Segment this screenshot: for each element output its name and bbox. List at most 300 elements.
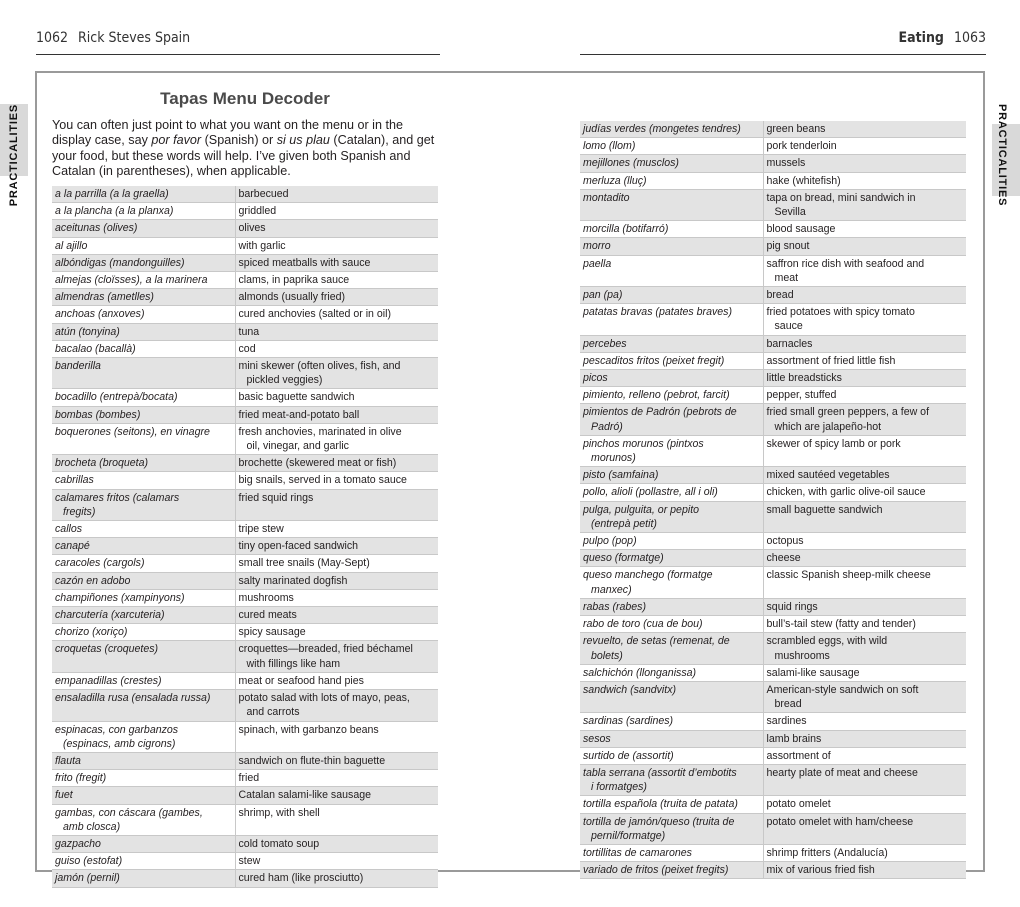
- term-cell: [52, 787, 235, 804]
- table-row: [580, 713, 966, 730]
- term-cell: [52, 752, 235, 769]
- term-text-cont: amb closca): [63, 820, 121, 833]
- definition-text: shrimp fritters (Andalucía): [766, 846, 888, 859]
- definition-cell: [235, 323, 438, 340]
- term-cell: [580, 304, 763, 335]
- definition-cell: [235, 690, 438, 721]
- term-text: pollo, alioli (pollastre, all i oli): [583, 486, 718, 499]
- definition-text: salty marinated dogfish: [238, 574, 348, 587]
- term-text: picos: [583, 372, 608, 385]
- definition-text: little breadsticks: [766, 372, 842, 385]
- term-text: pimiento, relleno (pebrot, farcit): [583, 389, 730, 402]
- definition-text: with garlic: [238, 239, 286, 252]
- term-text: espinacas, con garbanzos: [55, 723, 179, 736]
- term-cell: [580, 287, 763, 304]
- definition-text: pepper, stuffed: [766, 389, 837, 402]
- definition-text: tiny open-faced sandwich: [238, 540, 359, 553]
- table-row: [52, 589, 438, 606]
- definition-cell: [235, 787, 438, 804]
- term-cell: [52, 624, 235, 641]
- definition-cell: [763, 255, 966, 286]
- table-row: [580, 747, 966, 764]
- term-text: fuet: [55, 789, 73, 802]
- term-text-cont: fregits): [63, 505, 96, 518]
- definition-cell: [763, 501, 966, 532]
- term-cell: [580, 633, 763, 664]
- term-cell: [580, 533, 763, 550]
- table-row: [52, 804, 438, 835]
- term-cell: [580, 862, 763, 879]
- table-row: [580, 567, 966, 598]
- table-row: [580, 633, 966, 664]
- term-text: caracoles (cargols): [55, 557, 145, 570]
- table-row: [52, 358, 438, 389]
- definition-cell: [763, 370, 966, 387]
- definition-cell: [763, 747, 966, 764]
- term-text: boquerones (seitons), en vinagre: [55, 425, 210, 438]
- table-row: [580, 404, 966, 435]
- definition-text-cont: pickled veggies): [246, 374, 323, 387]
- definition-text: fried meat-and-potato ball: [238, 408, 360, 421]
- term-cell: [580, 796, 763, 813]
- term-text: rabo de toro (cua de bou): [583, 618, 703, 631]
- term-text: surtido de (assortit): [583, 749, 674, 762]
- table-row: [580, 467, 966, 484]
- definition-text: brochette (skewered meat or fish): [238, 457, 397, 470]
- table-row: [52, 272, 438, 289]
- term-text: pulpo (pop): [583, 535, 637, 548]
- term-text-cont: i formatges): [591, 781, 647, 794]
- definition-text: cheese: [766, 552, 801, 565]
- table-row: [580, 255, 966, 286]
- intro-paragraph: [52, 118, 444, 180]
- term-cell: [52, 323, 235, 340]
- definition-cell: [235, 220, 438, 237]
- definition-cell: [235, 835, 438, 852]
- definition-text: pork tenderloin: [766, 140, 837, 153]
- term-text-cont: Padró): [591, 420, 623, 433]
- term-cell: [52, 237, 235, 254]
- table-row: [52, 853, 438, 870]
- term-cell: [52, 306, 235, 323]
- term-text: frito (fregit): [55, 772, 107, 785]
- definition-cell: [235, 389, 438, 406]
- definition-cell: [763, 796, 966, 813]
- term-text: chorizo (xoriço): [55, 626, 128, 639]
- term-text: tortillitas de camarones: [583, 846, 692, 859]
- term-text: al ajillo: [55, 239, 88, 252]
- definition-cell: [763, 138, 966, 155]
- term-cell: [580, 387, 763, 404]
- definition-cell: [763, 335, 966, 352]
- term-cell: [52, 572, 235, 589]
- table-row: [580, 138, 966, 155]
- table-row: [580, 238, 966, 255]
- definition-cell: [763, 616, 966, 633]
- definition-cell: [235, 870, 438, 887]
- definition-text: griddled: [238, 205, 277, 218]
- definition-text: octopus: [766, 535, 804, 548]
- term-text: callos: [55, 523, 83, 536]
- table-row: [52, 306, 438, 323]
- definition-text: meat or seafood hand pies: [238, 674, 364, 687]
- definition-cell: [763, 189, 966, 220]
- term-text: bacalao (bacallà): [55, 342, 136, 355]
- definition-cell: [763, 862, 966, 879]
- table-row: [580, 844, 966, 861]
- term-text: morcilla (botifarró): [583, 223, 669, 236]
- table-row: [580, 435, 966, 466]
- definition-text: tripe stew: [238, 523, 284, 536]
- page-number-right: 1063: [953, 30, 986, 46]
- table-row: [580, 598, 966, 615]
- term-text: morro: [583, 240, 611, 253]
- definition-text: mix of various fried fish: [766, 864, 875, 877]
- table-row: [52, 787, 438, 804]
- table-row: [580, 370, 966, 387]
- term-cell: [580, 172, 763, 189]
- table-row: [52, 770, 438, 787]
- term-cell: [580, 138, 763, 155]
- term-cell: [580, 730, 763, 747]
- definition-cell: [235, 472, 438, 489]
- definition-text: chicken, with garlic olive-oil sauce: [766, 486, 926, 499]
- term-text: empanadillas (crestes): [55, 674, 162, 687]
- table-row: [52, 489, 438, 520]
- term-text: canapé: [55, 540, 90, 553]
- definition-cell: [763, 221, 966, 238]
- definition-cell: [763, 387, 966, 404]
- table-row: [52, 289, 438, 306]
- term-cell: [52, 555, 235, 572]
- table-row: [580, 304, 966, 335]
- definition-text: sardines: [766, 715, 807, 728]
- definition-text: sandwich on flute-thin baguette: [238, 754, 386, 767]
- term-cell: [580, 844, 763, 861]
- definition-cell: [763, 550, 966, 567]
- term-text: albóndigas (mandonguilles): [55, 256, 185, 269]
- term-text-cont: pernil/formatge): [591, 829, 666, 842]
- term-text-cont: (espinacs, amb cigrons): [63, 737, 176, 750]
- definition-text: cured anchovies (salted or in oil): [238, 308, 392, 321]
- term-text: judías verdes (mongetes tendres): [583, 123, 741, 135]
- definition-text: mini skewer (often olives, fish, and: [238, 360, 401, 373]
- definition-cell: [235, 607, 438, 624]
- term-text: pescaditos fritos (peixet fregit): [583, 354, 725, 367]
- definition-text-cont: oil, vinegar, and garlic: [246, 440, 349, 453]
- term-cell: [52, 538, 235, 555]
- table-row: [52, 624, 438, 641]
- term-cell: [52, 272, 235, 289]
- table-row: [52, 521, 438, 538]
- definition-text: fried potatoes with spicy tomato: [766, 306, 915, 319]
- table-row: [52, 455, 438, 472]
- table-row: [52, 538, 438, 555]
- term-text: pinchos morunos (pintxos: [583, 437, 704, 450]
- term-text: sesos: [583, 732, 611, 745]
- table-row: [580, 616, 966, 633]
- definition-text: cured ham (like prosciutto): [238, 872, 364, 885]
- definition-text: saffron rice dish with seafood and: [766, 257, 925, 270]
- definition-text: green beans: [766, 123, 826, 135]
- definition-cell: [235, 589, 438, 606]
- table-row: [52, 237, 438, 254]
- term-text: mejillones (musclos): [583, 157, 679, 170]
- definition-text: potato omelet: [766, 798, 831, 811]
- table-row: [52, 835, 438, 852]
- definition-cell: [235, 203, 438, 220]
- definition-text: fried squid rings: [238, 491, 314, 504]
- term-cell: [580, 764, 763, 795]
- term-text: banderilla: [55, 360, 101, 373]
- definition-text-cont: meat: [774, 271, 799, 284]
- term-cell: [580, 616, 763, 633]
- definition-text-cont: which are jalapeño-hot: [774, 420, 882, 433]
- table-row: [580, 796, 966, 813]
- term-text: gambas, con cáscara (gambes,: [55, 806, 203, 819]
- definition-text: tuna: [238, 325, 260, 338]
- term-text: calamares fritos (calamars: [55, 491, 180, 504]
- term-text: percebes: [583, 337, 627, 350]
- definition-cell: [763, 352, 966, 369]
- term-cell: [52, 186, 235, 203]
- table-row: [580, 121, 966, 138]
- definition-text: lamb brains: [766, 732, 822, 745]
- table-row: [52, 389, 438, 406]
- table-row: [52, 870, 438, 887]
- definition-cell: [235, 489, 438, 520]
- definition-cell: [763, 304, 966, 335]
- term-text: tabla serrana (assortit d’embotits: [583, 766, 737, 779]
- table-row: [580, 533, 966, 550]
- term-cell: [52, 340, 235, 357]
- definition-text: spiced meatballs with sauce: [238, 256, 371, 269]
- definition-cell: [763, 155, 966, 172]
- table-row: [52, 672, 438, 689]
- term-text: pisto (samfaina): [583, 469, 659, 482]
- definition-text: hake (whitefish): [766, 174, 841, 187]
- table-row: [52, 607, 438, 624]
- term-text: brocheta (broqueta): [55, 457, 149, 470]
- definition-cell: [763, 633, 966, 664]
- definition-text: hearty plate of meat and cheese: [766, 766, 918, 779]
- term-text: almendras (ametlles): [55, 291, 154, 304]
- term-cell: [52, 220, 235, 237]
- definition-text: mushrooms: [238, 591, 294, 604]
- table-row: [52, 254, 438, 271]
- term-cell: [580, 155, 763, 172]
- term-cell: [52, 389, 235, 406]
- running-head-left: [36, 30, 440, 55]
- definition-text: fried: [238, 772, 260, 785]
- definition-text: olives: [238, 222, 266, 235]
- definition-text: spinach, with garbanzo beans: [238, 723, 379, 736]
- definition-cell: [235, 572, 438, 589]
- term-text: rabas (rabes): [583, 600, 646, 613]
- table-row: [580, 730, 966, 747]
- definition-text: barbecued: [238, 188, 289, 200]
- term-text: flauta: [55, 754, 81, 767]
- term-cell: [580, 435, 763, 466]
- term-cell: [580, 352, 763, 369]
- term-cell: [580, 664, 763, 681]
- term-cell: [52, 853, 235, 870]
- term-text: a la plancha (a la planxa): [55, 205, 174, 218]
- term-cell: [580, 747, 763, 764]
- section-title: Eating: [898, 30, 944, 46]
- term-cell: [52, 489, 235, 520]
- definition-text: American-style sandwich on soft: [766, 683, 919, 696]
- term-cell: [580, 567, 763, 598]
- definition-text: fried small green peppers, a few of: [766, 406, 930, 419]
- definition-cell: [235, 721, 438, 752]
- term-text: pulga, pulguita, or pepito: [583, 503, 700, 516]
- term-cell: [580, 404, 763, 435]
- definition-text: potato salad with lots of mayo, peas,: [238, 692, 410, 705]
- decoder-table-right: [580, 121, 966, 879]
- definition-cell: [763, 844, 966, 861]
- table-row: [580, 484, 966, 501]
- term-text: guiso (estofat): [55, 855, 123, 868]
- definition-text: big snails, served in a tomato sauce: [238, 474, 407, 487]
- intro-em-catalan: si us plau: [276, 133, 330, 148]
- definition-cell: [235, 770, 438, 787]
- term-cell: [580, 335, 763, 352]
- definition-text: blood sausage: [766, 223, 836, 236]
- table-row: [580, 764, 966, 795]
- definition-cell: [763, 172, 966, 189]
- book-title: Rick Steves Spain: [78, 30, 191, 46]
- term-cell: [52, 721, 235, 752]
- term-text: sandwich (sandvitx): [583, 683, 677, 696]
- definition-cell: [235, 624, 438, 641]
- term-cell: [52, 472, 235, 489]
- definition-text: shrimp, with shell: [238, 806, 320, 819]
- definition-cell: [235, 306, 438, 323]
- definition-text-cont: bread: [774, 698, 802, 711]
- definition-text: fresh anchovies, marinated in olive: [238, 425, 402, 438]
- definition-cell: [763, 713, 966, 730]
- table-row: [52, 641, 438, 672]
- term-cell: [52, 607, 235, 624]
- definition-text: mussels: [766, 157, 806, 170]
- definition-text: cod: [238, 342, 256, 355]
- term-text: revuelto, de setas (remenat, de: [583, 635, 730, 648]
- definition-cell: [235, 804, 438, 835]
- table-row: [580, 550, 966, 567]
- page-number-left: 1062: [36, 30, 69, 46]
- term-cell: [580, 370, 763, 387]
- definition-text-cont: sauce: [774, 320, 803, 333]
- definition-cell: [235, 186, 438, 203]
- term-text-cont: (entrepà petit): [591, 517, 657, 530]
- term-text: ensaladilla rusa (ensalada russa): [55, 692, 211, 705]
- term-cell: [580, 221, 763, 238]
- term-text: cabrillas: [55, 474, 94, 487]
- table-row: [580, 501, 966, 532]
- definition-text: clams, in paprika sauce: [238, 274, 350, 287]
- definition-text: assortment of: [766, 749, 831, 762]
- table-row: [52, 690, 438, 721]
- table-row: [580, 172, 966, 189]
- definition-cell: [235, 237, 438, 254]
- definition-text: Catalan salami-like sausage: [238, 789, 371, 802]
- term-cell: [52, 203, 235, 220]
- definition-cell: [235, 555, 438, 572]
- definition-text: stew: [238, 855, 261, 868]
- term-text: bombas (bombes): [55, 408, 141, 421]
- definition-text: bread: [766, 289, 794, 302]
- definition-cell: [763, 567, 966, 598]
- intro-text-2: (Spanish) or: [201, 133, 277, 148]
- definition-cell: [235, 272, 438, 289]
- term-cell: [52, 455, 235, 472]
- definition-cell: [235, 672, 438, 689]
- definition-text: cold tomato soup: [238, 837, 320, 850]
- definition-text-cont: Sevilla: [774, 206, 806, 219]
- definition-cell: [763, 287, 966, 304]
- term-text: charcutería (xarcuteria): [55, 609, 165, 622]
- definition-cell: [235, 521, 438, 538]
- term-text: pimientos de Padrón (pebrots de: [583, 406, 737, 419]
- term-text: almejas (cloïsses), a la marinera: [55, 274, 208, 287]
- definition-cell: [763, 598, 966, 615]
- table-row: [580, 335, 966, 352]
- term-cell: [52, 870, 235, 887]
- definition-text-cont: with fillings like ham: [246, 657, 341, 670]
- intro-text-3: (Catalan), and get your food, but these words will help. I’ve given both Spanish and Catalan (in parentheses), when applicable.: [52, 133, 435, 179]
- term-text: paella: [583, 257, 612, 270]
- term-cell: [580, 484, 763, 501]
- definition-cell: [235, 853, 438, 870]
- term-text: bocadillo (entrepà/bocata): [55, 391, 178, 404]
- term-text: jamón (pernil): [55, 872, 120, 885]
- term-text: merluza (lluç): [583, 174, 647, 187]
- term-cell: [52, 423, 235, 454]
- term-cell: [52, 690, 235, 721]
- table-row: [52, 220, 438, 237]
- table-row: [52, 323, 438, 340]
- table-row: [52, 472, 438, 489]
- definition-text: assortment of fried little fish: [766, 354, 896, 367]
- term-cell: [580, 121, 763, 138]
- definition-text: croquettes—breaded, fried béchamel: [238, 643, 413, 656]
- term-cell: [580, 813, 763, 844]
- definition-cell: [235, 455, 438, 472]
- term-text-cont: bolets): [591, 649, 623, 662]
- term-cell: [580, 238, 763, 255]
- term-text: pan (pa): [583, 289, 623, 302]
- term-cell: [52, 521, 235, 538]
- term-text: a la parrilla (a la graella): [55, 188, 169, 200]
- term-cell: [52, 804, 235, 835]
- definition-cell: [763, 435, 966, 466]
- definition-cell: [763, 813, 966, 844]
- table-row: [52, 572, 438, 589]
- definition-text: almonds (usually fried): [238, 291, 346, 304]
- box-title: Tapas Menu Decoder: [160, 89, 330, 108]
- table-row: [580, 681, 966, 712]
- term-cell: [52, 589, 235, 606]
- term-text: variado de fritos (peixet fregits): [583, 864, 729, 877]
- term-text: queso (formatge): [583, 552, 664, 565]
- term-cell: [52, 289, 235, 306]
- term-cell: [580, 550, 763, 567]
- definition-cell: [235, 538, 438, 555]
- table-row: [52, 423, 438, 454]
- term-text: tortilla española (truita de patata): [583, 798, 738, 811]
- term-text: gazpacho: [55, 837, 101, 850]
